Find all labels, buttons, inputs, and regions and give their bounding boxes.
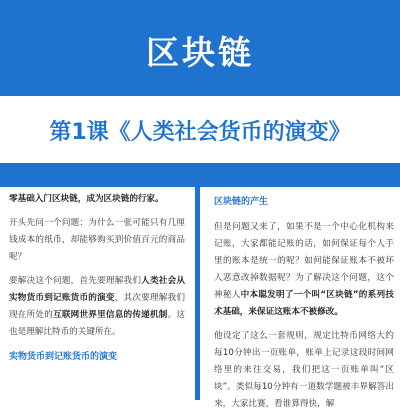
block-rule-paragraph: 他设定了这么一套规则，规定比特币网络大约每10分钟出一页账单，账单上记录这段时间网络里的来往交易，我们把这一页账单叫“区块”。类似每10分钟有一道数学题被丰界解答出来，大家比赛，看谁算得快，解 <box>214 331 394 409</box>
section-heading-blockchain-origin: 区块链的产生 <box>214 197 269 207</box>
explanation-text-a: 要解决这个问题，首先要理解我们 <box>9 276 142 286</box>
highlight-satoshi: 中本聪发明了一个叫“区块链”的系列技术基础，来保证这账本不被修改。 <box>214 290 394 317</box>
intro-question: 开头先问一个问题：为什么一张可能只有几厘钱成本的纸币，却能够购买到价值百元的商品呢？ <box>9 218 185 262</box>
title-area <box>0 0 400 163</box>
lead-sentence: 零基础入门区块链，成为区块链的行家。 <box>9 194 164 204</box>
main-title: 区块链 <box>0 0 400 96</box>
right-article-panel <box>200 187 400 409</box>
highlight-money-evolution: 人类社会从实物货币到记账货币的演变 <box>9 276 185 303</box>
ledger-question-paragraph <box>214 219 394 321</box>
left-article-panel <box>0 187 195 400</box>
section-heading-money-evolution: 实物货币到记账货币的演变 <box>9 352 118 362</box>
explanation-text-b: ，其次要理解我们现在所处的 <box>9 293 185 320</box>
explanation-text-c: 。这也是理解比特币的关键所在。 <box>9 310 185 337</box>
ledger-question-text: 但是问题又来了，如果不是一个中心化机构来记账，大家都能记账的话，如何保证每个人手里的账本是统一的呢？如何能保证账本不被坏人恶意改掉数据呢？为了解决这个问题，这个神秘人 <box>214 222 394 300</box>
explanation-paragraph <box>9 273 185 341</box>
highlight-internet-mechanism: 互联网世界里信息的传递机制 <box>53 310 168 320</box>
lesson-subtitle: 第1课《人类社会货币的演变》 <box>49 119 351 145</box>
